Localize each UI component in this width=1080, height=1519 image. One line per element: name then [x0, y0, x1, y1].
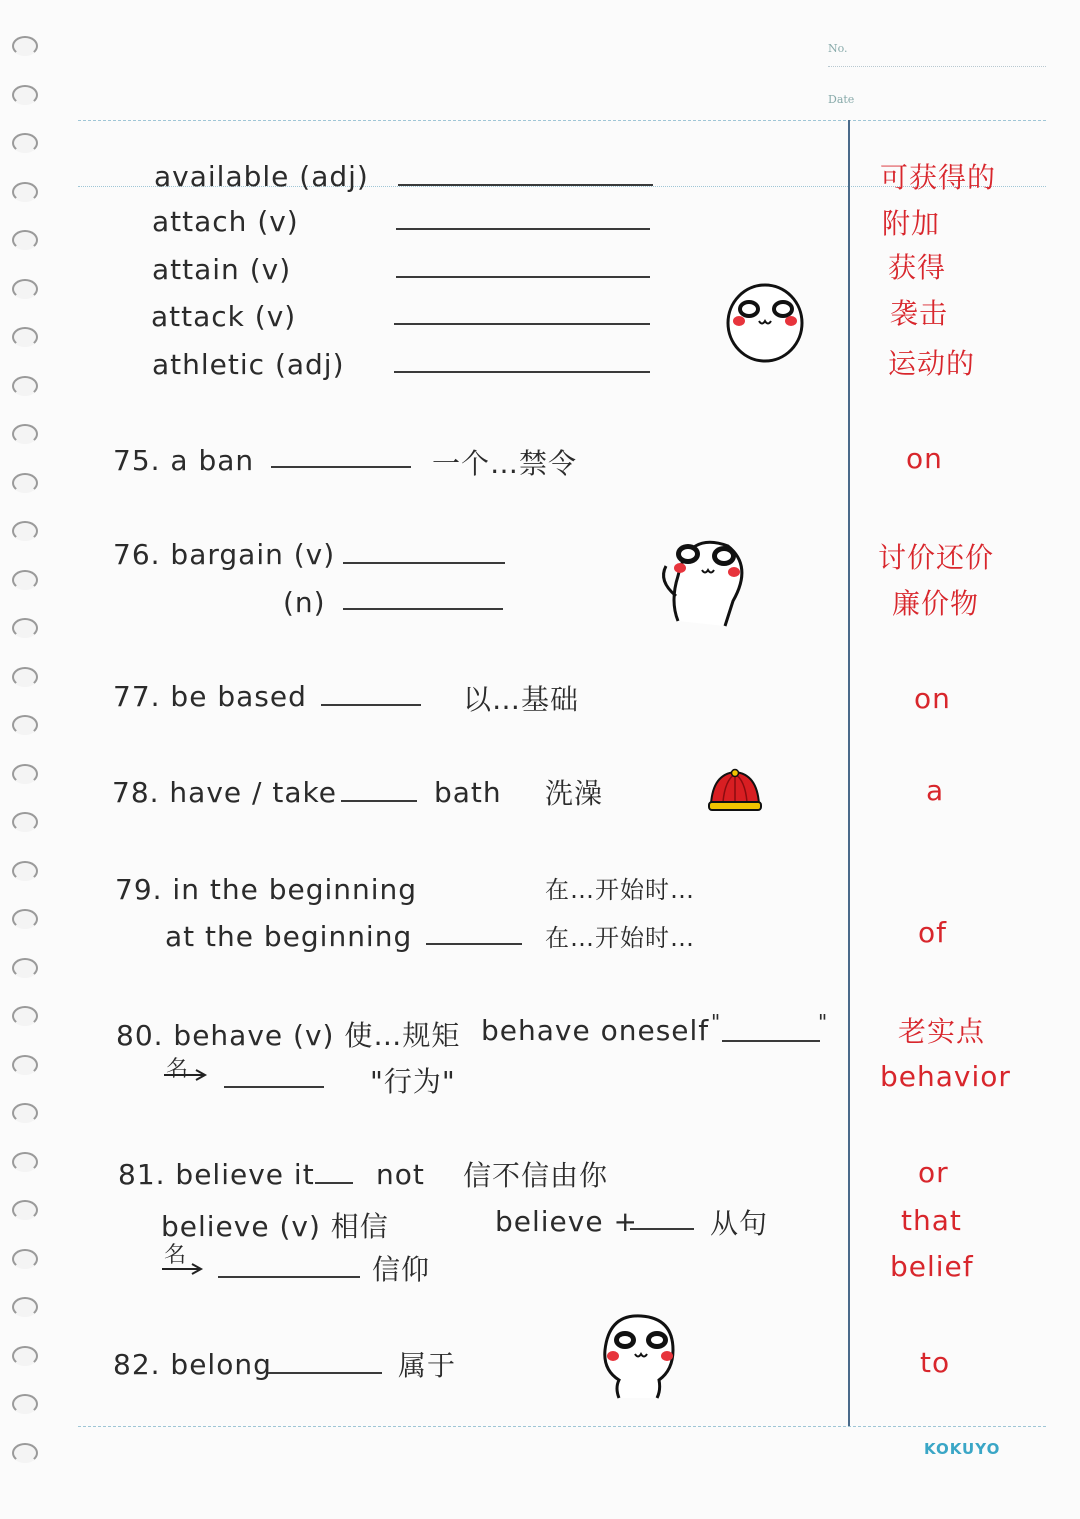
binder-ring: [12, 521, 38, 541]
q77-meaning: 以…基础: [463, 683, 580, 716]
q77-blank: [321, 704, 421, 706]
q80-answer-2: behavior: [880, 1060, 1011, 1093]
binder-ring: [12, 230, 38, 250]
binder-ring: [12, 1006, 38, 1026]
binder-ring: [12, 85, 38, 105]
binder-ring: [12, 1346, 38, 1366]
word-available: available (adj): [154, 160, 369, 193]
q78-word2: bath: [434, 776, 502, 809]
q77-answer: on: [914, 682, 951, 715]
q81-meaning3: 从句: [710, 1207, 769, 1240]
q78-text: 78. have / take: [112, 776, 337, 809]
margin-line: [848, 120, 850, 1426]
binder-ring: [12, 1394, 38, 1414]
q78-blank: [341, 800, 417, 802]
word-attack: attack (v): [151, 300, 297, 333]
answer-attach: 附加: [882, 207, 941, 240]
binder-ring: [12, 909, 38, 929]
q81-answer-3: belief: [890, 1250, 974, 1283]
arrow-right-icon: [162, 1068, 208, 1082]
no-label: No.: [828, 42, 848, 55]
bottom-rule: [78, 1426, 1046, 1427]
answer-available: 可获得的: [880, 161, 997, 194]
binder-ring: [12, 1249, 38, 1269]
q81-answer-1: or: [918, 1156, 949, 1189]
binder-ring: [12, 36, 38, 56]
q81-blank-1: [315, 1182, 353, 1184]
q80-answer-1: 老实点: [898, 1015, 986, 1048]
q81-meaning1: 信不信由你: [463, 1159, 609, 1192]
q79-meaning1: 在…开始时…: [545, 876, 695, 904]
binder-ring: [12, 812, 38, 832]
binder-ring: [12, 861, 38, 881]
word-attain: attain (v): [152, 253, 292, 286]
standing-face-icon: [599, 1312, 679, 1402]
q82-answer: to: [920, 1346, 951, 1379]
q76-answer-1: 讨价还价: [878, 541, 995, 574]
q80-quote-open: ": [711, 1010, 722, 1034]
q81-answer-2: that: [901, 1204, 962, 1237]
q81-blank-2: [630, 1228, 694, 1230]
binder-ring: [12, 1443, 38, 1463]
q82-blank: [268, 1372, 382, 1374]
q76-n-label: (n): [283, 586, 326, 619]
red-hat-icon: [707, 768, 763, 814]
binder-ring: [12, 958, 38, 978]
binder-ring: [12, 279, 38, 299]
q80-quote-close: ": [818, 1010, 829, 1034]
answer-athletic: 运动的: [888, 347, 976, 380]
q81-meaning4: 信仰: [372, 1253, 431, 1286]
q80-meaning2: "行为": [370, 1065, 456, 1098]
q75-meaning: 一个…禁令: [432, 447, 578, 480]
q81-line1b: not: [376, 1158, 425, 1191]
binder-ring: [12, 1297, 38, 1317]
no-line: [828, 66, 1046, 67]
binder-ring: [12, 618, 38, 638]
binder-ring: [12, 764, 38, 784]
cartoon-face-icon: [725, 283, 805, 365]
blank-athletic: [394, 371, 650, 373]
q81-blank-3: [218, 1276, 360, 1278]
q77-text: 77. be based: [113, 680, 307, 713]
q79-blank: [426, 943, 522, 945]
q81-line1a: 81. believe it: [118, 1158, 315, 1191]
thinking-face-icon: [648, 526, 748, 630]
q82-meaning: 属于: [398, 1349, 457, 1382]
top-rule: [78, 120, 1046, 121]
q79-answer: of: [918, 916, 947, 949]
arrow-right-icon: [160, 1262, 204, 1276]
q75-blank: [271, 466, 411, 468]
q79-line1: 79. in the beginning: [115, 873, 418, 906]
q79-line2: at the beginning: [165, 920, 413, 953]
q79-meaning2: 在…开始时…: [545, 924, 695, 952]
brand-logo: KOKUYO: [924, 1440, 1001, 1458]
q80-phrase: behave oneself: [481, 1014, 710, 1047]
date-label: Date: [828, 93, 855, 106]
binder-ring: [12, 1152, 38, 1172]
q75-text: 75. a ban: [113, 444, 255, 477]
q76-answer-2: 廉价物: [892, 587, 980, 620]
binder-ring: [12, 570, 38, 590]
binder-ring: [12, 1200, 38, 1220]
q81-noun-label: 名: [164, 1243, 187, 1268]
q76-text: 76. bargain (v): [113, 538, 336, 571]
q82-text: 82. belong: [113, 1348, 272, 1381]
q76-blank-n: [343, 608, 503, 610]
q78-answer: a: [926, 774, 945, 807]
binder-ring: [12, 327, 38, 347]
q80-blank-2: [224, 1086, 324, 1088]
binder-ring: [12, 424, 38, 444]
q80-line1: 80. behave (v) 使…规矩: [116, 1019, 461, 1052]
blank-attain: [396, 276, 650, 278]
binder-ring: [12, 182, 38, 202]
q80-noun-label: 名: [166, 1057, 189, 1082]
binder-ring: [12, 1055, 38, 1075]
answer-attain: 获得: [888, 251, 947, 284]
blank-attach: [396, 228, 650, 230]
blank-attack: [394, 323, 650, 325]
q81-line3: believe +: [495, 1205, 638, 1238]
binder-ring: [12, 715, 38, 735]
word-athletic: athletic (adj): [152, 348, 345, 381]
binder-ring: [12, 376, 38, 396]
q78-meaning: 洗澡: [545, 777, 604, 810]
word-attach: attach (v): [152, 205, 299, 238]
binder-ring: [12, 473, 38, 493]
q81-line2: believe (v) 相信: [161, 1210, 389, 1243]
binder-ring: [12, 133, 38, 153]
blank-available: [398, 184, 653, 186]
q76-blank-v: [343, 562, 505, 564]
q80-blank-1: [722, 1040, 820, 1042]
q75-answer: on: [906, 442, 943, 475]
answer-attack: 袭击: [890, 297, 949, 330]
binder-ring: [12, 1103, 38, 1123]
binder-ring: [12, 667, 38, 687]
